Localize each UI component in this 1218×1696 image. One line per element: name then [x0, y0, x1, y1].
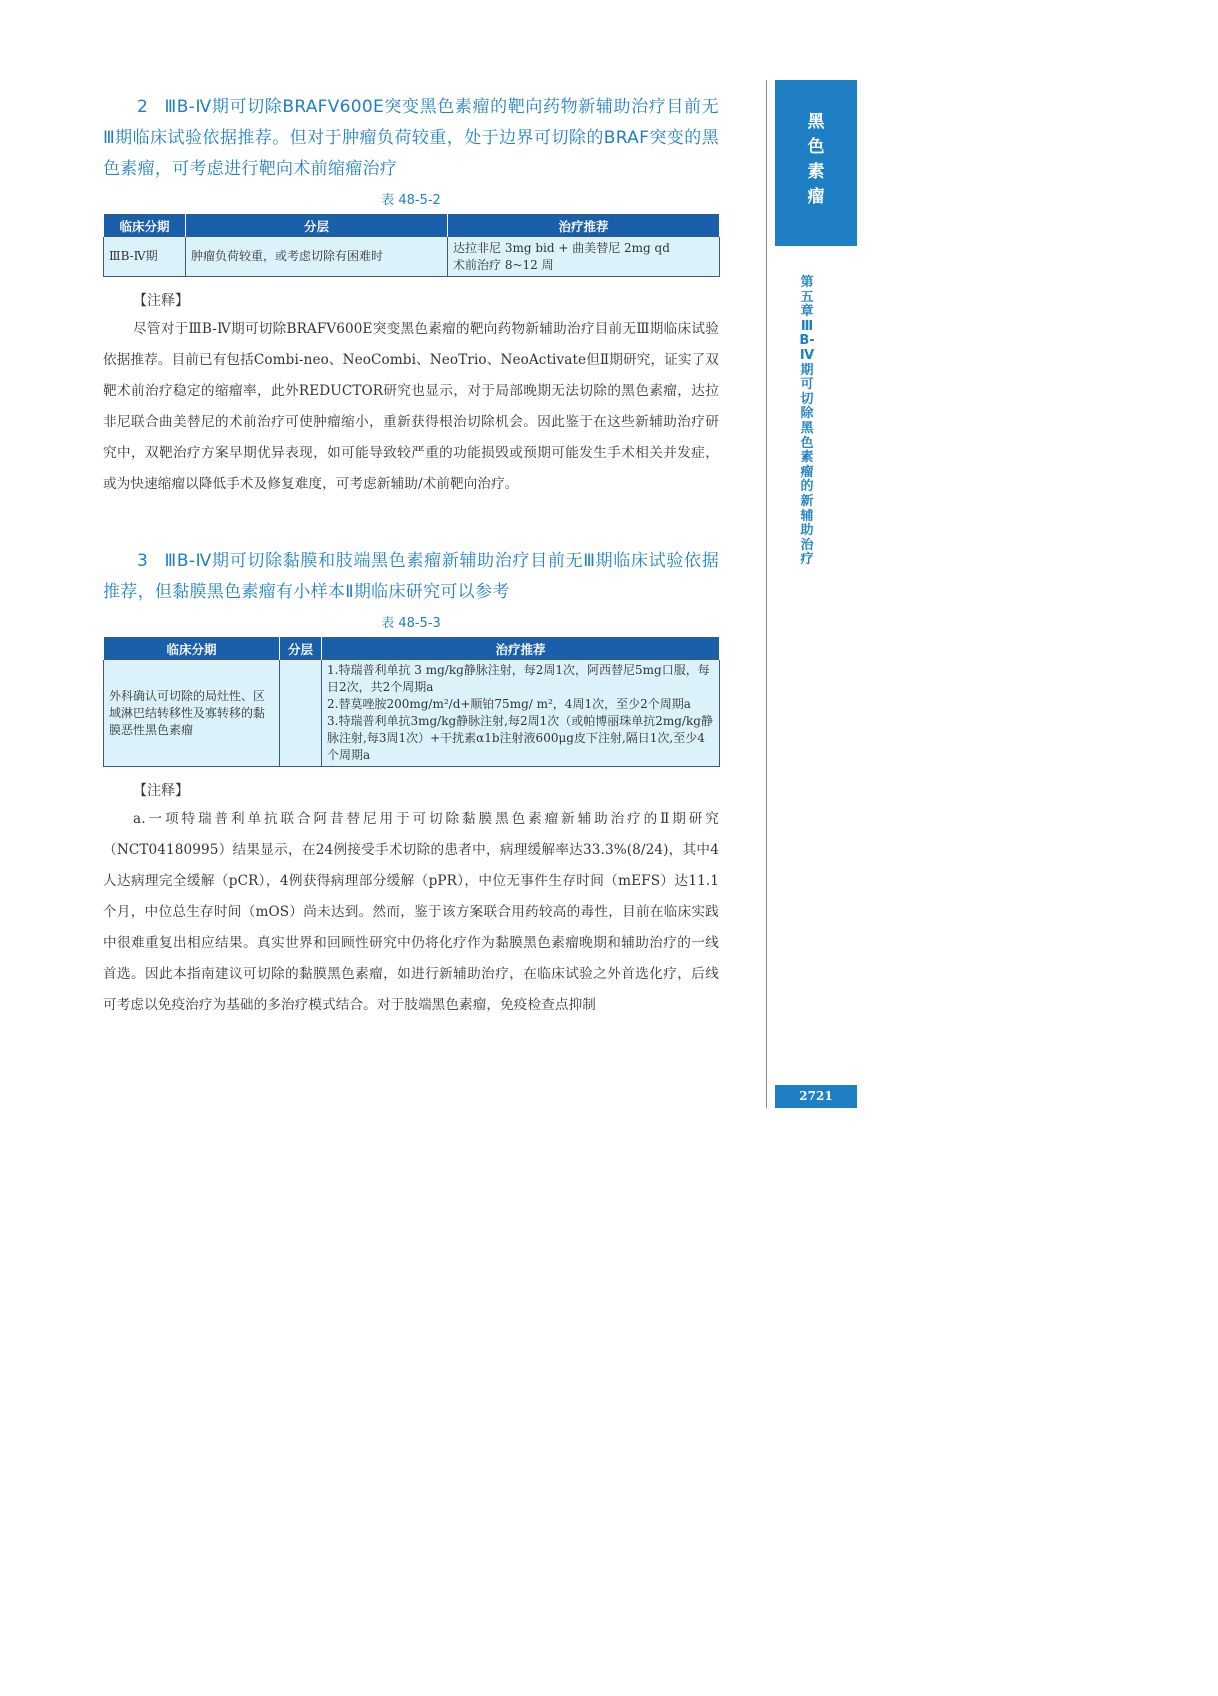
stage-cell: ⅢB-Ⅳ期 [104, 237, 186, 277]
chapter-title-vertical: 第五章 ⅢB-Ⅳ期可切除黑色素瘤的新辅助治疗 [799, 275, 815, 568]
recommendation-table [103, 214, 720, 277]
table-caption: 表 48-5-2 [381, 193, 441, 208]
section-heading-text: ⅢB-Ⅳ期可切除黏膜和肢端黑色素瘤新辅助治疗目前无Ⅲ期临床试验依据推荐，但黏膜黑色素瘤有小样本Ⅱ期临床研究可以参考 [103, 551, 719, 602]
table-header-row [104, 638, 720, 660]
table-header-cell: 临床分期 [104, 638, 280, 660]
note-paragraph: 尽管对于ⅢB-Ⅳ期可切除BRAFV600E突变黑色素瘤的靶向药物新辅助治疗目前无Ⅲ期临床试验依据推荐。目前已有包括Combi-neo、NeoCombi、NeoTrio、NeoActivate但Ⅱ期研究，证实了双靶术前治疗稳定的缩瘤率，此外REDUCTOR研究也显示，对于局部晚期无法切除的黑色素瘤，达拉非尼联合曲美替尼的术前治疗可使肿瘤缩小，重新获得根治切除机会。因此鉴于在这些新辅助治疗研究中，双靶治疗方案早期优异表现，如可能导致较严重的功能损毁或预期可能发生手术相关并发症，或为快速缩瘤以降低手术及修复难度，可考虑新辅助/术前靶向治疗。 [103, 321, 719, 492]
recommendation-line: 达拉非尼 3mg bid + 曲美替尼 2mg qd [453, 240, 670, 255]
table-row [104, 660, 720, 767]
table-row [104, 237, 720, 277]
recommendation-line: 术前治疗 8~12 周 [453, 257, 554, 272]
table-header-cell: 治疗推荐 [448, 215, 720, 237]
sidebar-divider [766, 80, 767, 1108]
note-title: 【注释】 [133, 783, 189, 799]
layer-cell [280, 660, 322, 767]
note-paragraph: a.一项特瑞普利单抗联合阿昔替尼用于可切除黏膜黑色素瘤新辅助治疗的Ⅱ期研究（NCT04180995）结果显示，在24例接受手术切除的患者中，病理缓解率达33.3%(8/24)，其中4人达病理完全缓解（pCR），4例获得病理部分缓解（pPR），中位无事件生存时间（mEFS）达11.1个月，中位总生存时间（mOS）尚未达到。然而，鉴于该方案联合用药较高的毒性，目前在临床实践中很难重复出相应结果。真实世界和回顾性研究中仍将化疗作为黏膜黑色素瘤晚期和辅助治疗的一线首选。因此本指南建议可切除的黏膜黑色素瘤，如进行新辅助治疗，在临床试验之外首选化疗，后线可考虑以免疫治疗为基础的多治疗模式结合。对于肢端黑色素瘤，免疫检查点抑制 [103, 811, 719, 1013]
table-header-cell: 分层 [280, 638, 322, 660]
stage-cell: 外科确认可切除的局灶性、区域淋巴结转移性及寡转移的黏膜恶性黑色素瘤 [104, 660, 280, 767]
chapter-tab [775, 80, 857, 246]
recommendation-line: 3.特瑞普利单抗3mg/kg静脉注射,每2周1次（或帕博丽珠单抗2mg/kg静脉注射,每3周1次）+干扰素α1b注射液600μg皮下注射,隔日1次,至少4个周期a [327, 714, 713, 762]
table-header-row [104, 215, 720, 237]
note-title: 【注释】 [133, 293, 189, 309]
main-content [103, 92, 719, 1021]
recommendation-line: 2.替莫唑胺200mg/m²/d+顺铂75mg/ m²，4周1次，至少2个周期a [327, 697, 691, 711]
page-number: 2721 [775, 1085, 857, 1108]
table-header-cell: 临床分期 [104, 215, 186, 237]
recommendation-cell [448, 237, 720, 277]
section-heading [103, 546, 719, 608]
section-number: 3 [137, 551, 149, 571]
chapter-tab-label: 黑色素瘤 [807, 112, 825, 207]
table-header-cell: 分层 [186, 215, 448, 237]
section-heading-text: ⅢB-Ⅳ期可切除BRAFV600E突变黑色素瘤的靶向药物新辅助治疗目前无Ⅲ期临床试验依据推荐。但对于肿瘤负荷较重，处于边界可切除的BRAF突变的黑色素瘤，可考虑进行靶向术前缩瘤治疗 [103, 97, 719, 179]
table-header-cell: 治疗推荐 [322, 638, 720, 660]
layer-cell: 肿瘤负荷较重，或考虑切除有困难时 [186, 237, 448, 277]
recommendation-table [103, 637, 720, 767]
section-heading [103, 92, 719, 185]
recommendation-cell [322, 660, 720, 767]
section-number: 2 [137, 97, 149, 117]
table-caption: 表 48-5-3 [381, 616, 441, 631]
recommendation-line: 1.特瑞普利单抗 3 mg/kg静脉注射，每2周1次，阿西替尼5mg口服，每日2次，共2个周期a [327, 663, 710, 694]
